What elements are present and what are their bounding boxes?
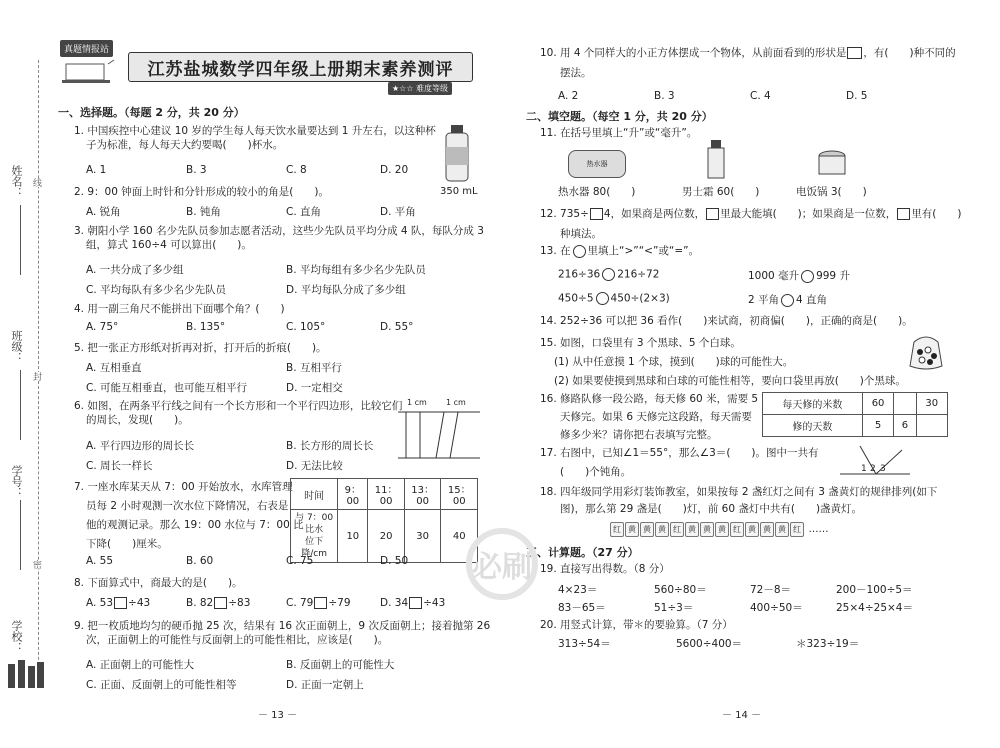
option-2b: B. 钝角	[186, 206, 221, 218]
option-7a: A. 55	[86, 555, 114, 567]
page-number-left: － 13 －	[258, 710, 298, 721]
calc-1-3: 72－8＝	[750, 584, 792, 596]
compare-b: 1000 毫升 999 升	[748, 270, 850, 282]
option-5c: C. 可能互相垂直，也可能互相平行	[86, 382, 248, 394]
option-9d: D. 正面一定朝上	[286, 679, 364, 691]
compare-a: 216÷36 216÷72	[558, 268, 660, 281]
option-10a: A. 2	[558, 90, 579, 102]
angle-label-1: 1	[861, 464, 867, 474]
option-7c: C. 75	[286, 555, 314, 567]
question-13: 13. 在 里填上“>”“<”或“=”。	[540, 245, 700, 257]
ball-bag-icon	[908, 330, 944, 370]
difficulty-badge: ★☆☆ 难度等级	[388, 82, 452, 95]
vertical-calc-1: 313÷54＝	[558, 638, 611, 650]
option-8c: C. 79 ÷79	[286, 597, 351, 609]
angle-label-2: 2	[870, 464, 876, 474]
option-4b: B. 135°	[186, 321, 226, 333]
calc-2-2: 51÷3＝	[654, 602, 694, 614]
option-2c: C. 直角	[286, 206, 322, 218]
option-8d: D. 34 ÷43	[380, 597, 446, 609]
question-14: 14. 252÷36 可以把 36 看作( )来试商，初商偏( )，正确的商是( )。	[540, 315, 913, 327]
calc-2-4: 25×4÷25×4＝	[836, 602, 913, 614]
question-10: 10. 用 4 个同样大的小正方体摆成一个物体，从前面看到的形状是 ，有( )种不同的 摆法。	[540, 47, 956, 79]
option-4d: D. 55°	[380, 321, 414, 333]
calc-1-1: 4×23＝	[558, 584, 598, 596]
left-page	[58, 40, 491, 710]
option-3b: B. 平均每组有多少名少先队员	[286, 264, 426, 276]
question-9: 9. 把一枚质地均匀的硬币抛 25 次，结果有 16 次正面朝上，9 次反面朝上；接着抛第 26 次，正面朝上的可能性与反面朝上的可能性相比，应该是( )。	[74, 620, 491, 646]
calc-2-3: 400÷50＝	[750, 602, 803, 614]
blank-face-cream: 男士霜 60( )	[682, 186, 760, 198]
option-1c: C. 8	[286, 164, 307, 176]
badge-label: 真题情报站	[60, 40, 113, 57]
binding-dashed-line	[38, 60, 39, 680]
compare-c: 450÷5 450÷(2×3)	[558, 292, 670, 305]
option-9a: A. 正面朝上的可能性大	[86, 659, 195, 671]
binding-mark-line: 线	[31, 178, 41, 187]
shape-icon	[847, 47, 862, 59]
question-15: 15. 如图，口袋里有 3 个黑球、5 个白球。 (1) 从中任意摸 1 个球，摸到( )球的可能性大。 (2) 如果要使摸到黑球和白球的可能性相等，要向口袋里再放( )个黑球。	[540, 337, 906, 387]
class-label: 班级：	[10, 330, 23, 363]
option-5b: B. 互相平行	[286, 362, 342, 374]
right-page	[526, 40, 975, 710]
blank-box	[114, 597, 127, 609]
binding-mark-secret: 密	[31, 560, 41, 569]
question-16: 16. 修路队修一段公路，每天修 60 米，需要 5 天修完。如果 6 天修完这段路，每天需要 修多少米？请你把右表填写完整。	[540, 393, 759, 441]
question-3: 3. 朝阳小学 160 名少先队员参加志愿者活动，这些少先队员平均分成 4 队，每队分成 3 组，算式 160÷4 可以算出( )。	[74, 225, 484, 251]
decoration-figures-icon	[6, 650, 46, 690]
laptop-icon	[62, 58, 117, 86]
vertical-calc-3: ＊323÷19＝	[796, 638, 860, 650]
option-9b: B. 反面朝上的可能性大	[286, 659, 395, 671]
question-2: 2. 9：00 钟面上时针和分针形成的较小的角是( )。	[74, 186, 329, 198]
lantern-sequence: 红 黄 黄 黄 红 黄 黄 黄 红 黄 黄 黄 红 ……	[610, 522, 829, 537]
student-no-label: 学号：	[10, 465, 23, 498]
title-banner	[58, 40, 478, 96]
option-1b: B. 3	[186, 164, 207, 176]
option-10d: D. 5	[846, 90, 868, 102]
question-1: 1. 中国疾控中心建议 10 岁的学生每人每天饮水量要达到 1 升左右，以这种杯 子为标准，每人每天大约要喝( )杯水。	[74, 125, 436, 151]
vertical-calc-2: 5600÷400＝	[676, 638, 743, 650]
question-4: 4. 用一副三角尺不能拼出下面哪个角？( )	[74, 303, 285, 315]
school-label: 学校：	[10, 620, 23, 653]
option-7b: B. 60	[186, 555, 214, 567]
calc-1-2: 560÷80＝	[654, 584, 707, 596]
page-title: 江苏盐城数学四年级上册期末素养测评	[128, 52, 473, 82]
option-10c: C. 4	[750, 90, 771, 102]
section-fill-title: 二、填空题。（每空 1 分，共 20 分）	[526, 110, 713, 123]
option-10b: B. 3	[654, 90, 675, 102]
binding-mark-seal: 封	[31, 372, 41, 381]
blank-box	[897, 208, 910, 220]
section-choice-title: 一、选择题。（每题 2 分，共 20 分）	[58, 106, 245, 119]
road-table: 每天修的米数 60 30 修的天数 5 6	[762, 392, 948, 437]
calc-1-4: 200－100÷5＝	[836, 584, 913, 596]
question-20: 20. 用竖式计算，带＊的要验算。（7 分）	[540, 619, 733, 631]
rice-cooker-icon	[816, 148, 848, 178]
calc-2-1: 83－65＝	[558, 602, 606, 614]
option-1d: D. 20	[380, 164, 409, 176]
angle-label-3: 3	[880, 464, 886, 474]
option-1a: A. 1	[86, 164, 107, 176]
compare-circle	[573, 245, 586, 258]
option-5a: A. 互相垂直	[86, 362, 142, 374]
blank-box	[314, 597, 327, 609]
option-3c: C. 平均每队有多少名少先队员	[86, 284, 227, 296]
option-5d: D. 一定相交	[286, 382, 343, 394]
option-7d: D. 50	[380, 555, 409, 567]
question-7: 7. 一座水库某天从 7：00 开始放水，水库管理 员每 2 小时观测一次水位下降情况，右表是 他的观测记录。那么 19：00 水位与 7：00 比 下降( )厘米。	[74, 481, 304, 550]
blank-box	[214, 597, 227, 609]
option-6d: D. 无法比较	[286, 460, 343, 472]
question-19: 19. 直接写出得数。（8 分）	[540, 563, 670, 575]
section-calc-title: 三、计算题。（27 分）	[526, 546, 639, 559]
question-6: 6. 如图，在两条平行线之间有一个长方形和一个平行四边形，比较它们 的周长，发现( )。	[74, 400, 403, 426]
question-5: 5. 把一张正方形纸对折再对折，打开后的折痕( )。	[74, 342, 327, 354]
brand-watermark: 必刷	[466, 528, 538, 600]
option-3d: D. 平均每队分成了多少组	[286, 284, 406, 296]
bottle-caption: 350 mL	[440, 186, 478, 197]
name-label: 姓名：	[10, 165, 23, 198]
blank-rice-cooker: 电饭锅 3( )	[796, 186, 867, 198]
option-8b: B. 82 ÷83	[186, 597, 251, 609]
question-11: 11. 在括号里填上“升”或“毫升”。	[540, 127, 698, 139]
blank-box	[409, 597, 422, 609]
water-level-table: 时间 9：00 11：00 13：00 15：00 与 7：00 比水 位下降/cm 10 20 30 40	[290, 478, 478, 563]
binding-margin	[0, 0, 55, 748]
option-2a: A. 锐角	[86, 206, 121, 218]
compare-d: 2 平角 4 直角	[748, 294, 828, 306]
label-1cm-a: 1 cm	[407, 398, 427, 407]
blank-water-heater: 热水器 80( )	[558, 186, 636, 198]
question-12: 12. 735÷ 4，如果商是两位数， 里最大能填( )；如果商是一位数， 里有( ) 种填法。	[540, 208, 962, 240]
label-1cm-b: 1 cm	[446, 398, 466, 407]
parallel-shapes-figure	[398, 398, 480, 460]
blank-box	[706, 208, 719, 220]
option-6c: C. 周长一样长	[86, 460, 153, 472]
option-9c: C. 正面、反面朝上的可能性相等	[86, 679, 237, 691]
face-cream-icon	[706, 140, 726, 180]
question-18: 18. 四年级同学用彩灯装饰教室，如果按每 2 盏红灯之间有 3 盏黄灯的规律排列(如下 图)，那么第 29 盏是( )灯，前 60 盏灯中共有( )盏黄灯。	[540, 486, 938, 515]
option-3a: A. 一共分成了多少组	[86, 264, 184, 276]
water-bottle-icon	[444, 125, 470, 183]
option-6b: B. 长方形的周长长	[286, 440, 374, 452]
water-heater-icon: 热水器	[568, 150, 626, 178]
page-number-right: － 14 －	[722, 710, 762, 721]
option-4a: A. 75°	[86, 321, 119, 333]
option-8a: A. 53 ÷43	[86, 597, 151, 609]
option-6a: A. 平行四边形的周长长	[86, 440, 195, 452]
question-8: 8. 下面算式中，商最大的是( )。	[74, 577, 243, 589]
blank-box	[590, 208, 603, 220]
option-4c: C. 105°	[286, 321, 326, 333]
option-2d: D. 平角	[380, 206, 416, 218]
question-17: 17. 右图中，已知∠1＝55°，那么∠3＝( )。图中一共有 ( )个钝角。	[540, 447, 819, 478]
